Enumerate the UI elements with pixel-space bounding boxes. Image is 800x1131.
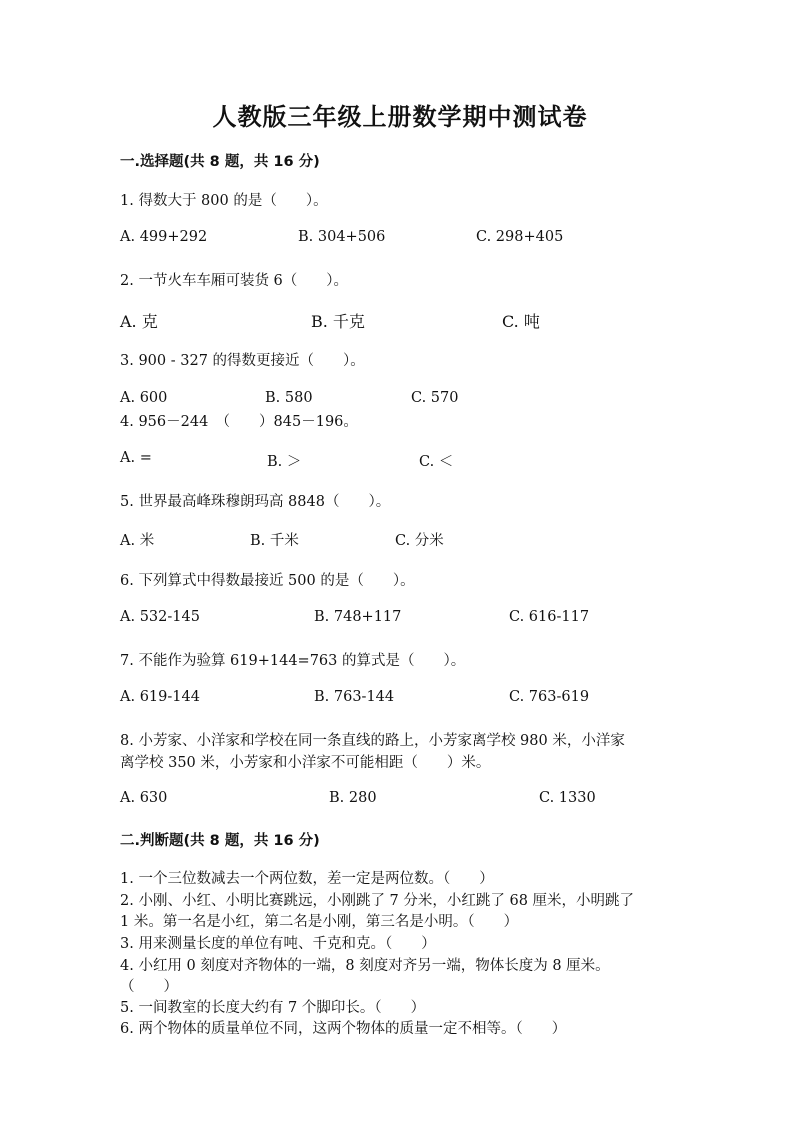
q8-option-b: B. 280 [329,790,377,806]
q5-option-a: A. 米 [120,533,155,549]
question-5: 5. 世界最高峰珠穆朗玛高 8848（ ）。 [120,494,391,510]
page-title: 人教版三年级上册数学期中测试卷 [212,102,588,131]
tf-line-2: 2. 小刚、小红、小明比赛跳远，小刚跳了 7 分米，小红跳了 68 厘米，小明跳了 [120,893,635,909]
tf-line-6: （ ） [120,979,178,995]
q6-option-b: B. 748+117 [314,609,402,625]
q5-option-b: B. 千米 [250,533,299,549]
q3-option-a: A. 600 [120,390,168,406]
q6-option-a: A. 532-145 [120,609,200,625]
question-7: 7. 不能作为验算 619+144=763 的算式是（ ）。 [120,653,466,669]
q1-option-b: B. 304+506 [298,229,386,245]
q3-option-b: B. 580 [265,390,313,406]
q3-option-c: C. 570 [411,390,459,406]
q4-option-a: A. = [120,450,152,466]
tf-line-8: 6. 两个物体的质量单位不同，这两个物体的质量一定不相等。（ ） [120,1021,567,1037]
section-heading-true-false: 二.判断题(共 8 题，共 16 分) [120,833,320,849]
q7-option-a: A. 619-144 [120,689,200,705]
question-1: 1. 得数大于 800 的是（ ）。 [120,193,328,209]
q7-option-c: C. 763-619 [509,689,590,705]
tf-line-3: 1 米。第一名是小红，第二名是小刚，第三名是小明。（ ） [120,914,519,930]
q2-option-a: A. 克 [120,312,158,331]
q1-option-a: A. 499+292 [120,229,208,245]
q2-option-c: C. 吨 [502,312,540,331]
q2-option-b: B. 千克 [311,312,365,331]
q4-option-b: B. ＞ [267,454,302,470]
question-4: 4. 956－244 （ ）845－196。 [120,414,358,430]
q1-option-c: C. 298+405 [476,229,564,245]
section-heading-choice: 一.选择题(共 8 题，共 16 分) [120,154,320,170]
q8-option-c: C. 1330 [539,790,596,806]
q4-option-c: C. ＜ [419,454,454,470]
question-2: 2. 一节火车车厢可装货 6（ ）。 [120,273,349,289]
q5-option-c: C. 分米 [395,533,444,549]
tf-line-1: 1. 一个三位数减去一个两位数，差一定是两位数。（ ） [120,871,494,887]
q7-option-b: B. 763-144 [314,689,395,705]
q6-option-c: C. 616-117 [509,609,590,625]
tf-line-4: 3. 用来测量长度的单位有吨、千克和克。（ ） [120,936,436,952]
tf-line-5: 4. 小红用 0 刻度对齐物体的一端，8 刻度对齐另一端，物体长度为 8 厘米。 [120,958,610,974]
q8-option-a: A. 630 [120,790,168,806]
tf-line-7: 5. 一间教室的长度大约有 7 个脚印长。（ ） [120,1000,426,1016]
question-3: 3. 900 - 327 的得数更接近（ ）。 [120,353,365,369]
question-6: 6. 下列算式中得数最接近 500 的是（ ）。 [120,573,415,589]
question-8-line1: 8. 小芳家、小洋家和学校在同一条直线的路上，小芳家离学校 980 米，小洋家 [120,733,625,749]
question-8-line2: 离学校 350 米，小芳家和小洋家不可能相距（ ）米。 [120,755,491,771]
